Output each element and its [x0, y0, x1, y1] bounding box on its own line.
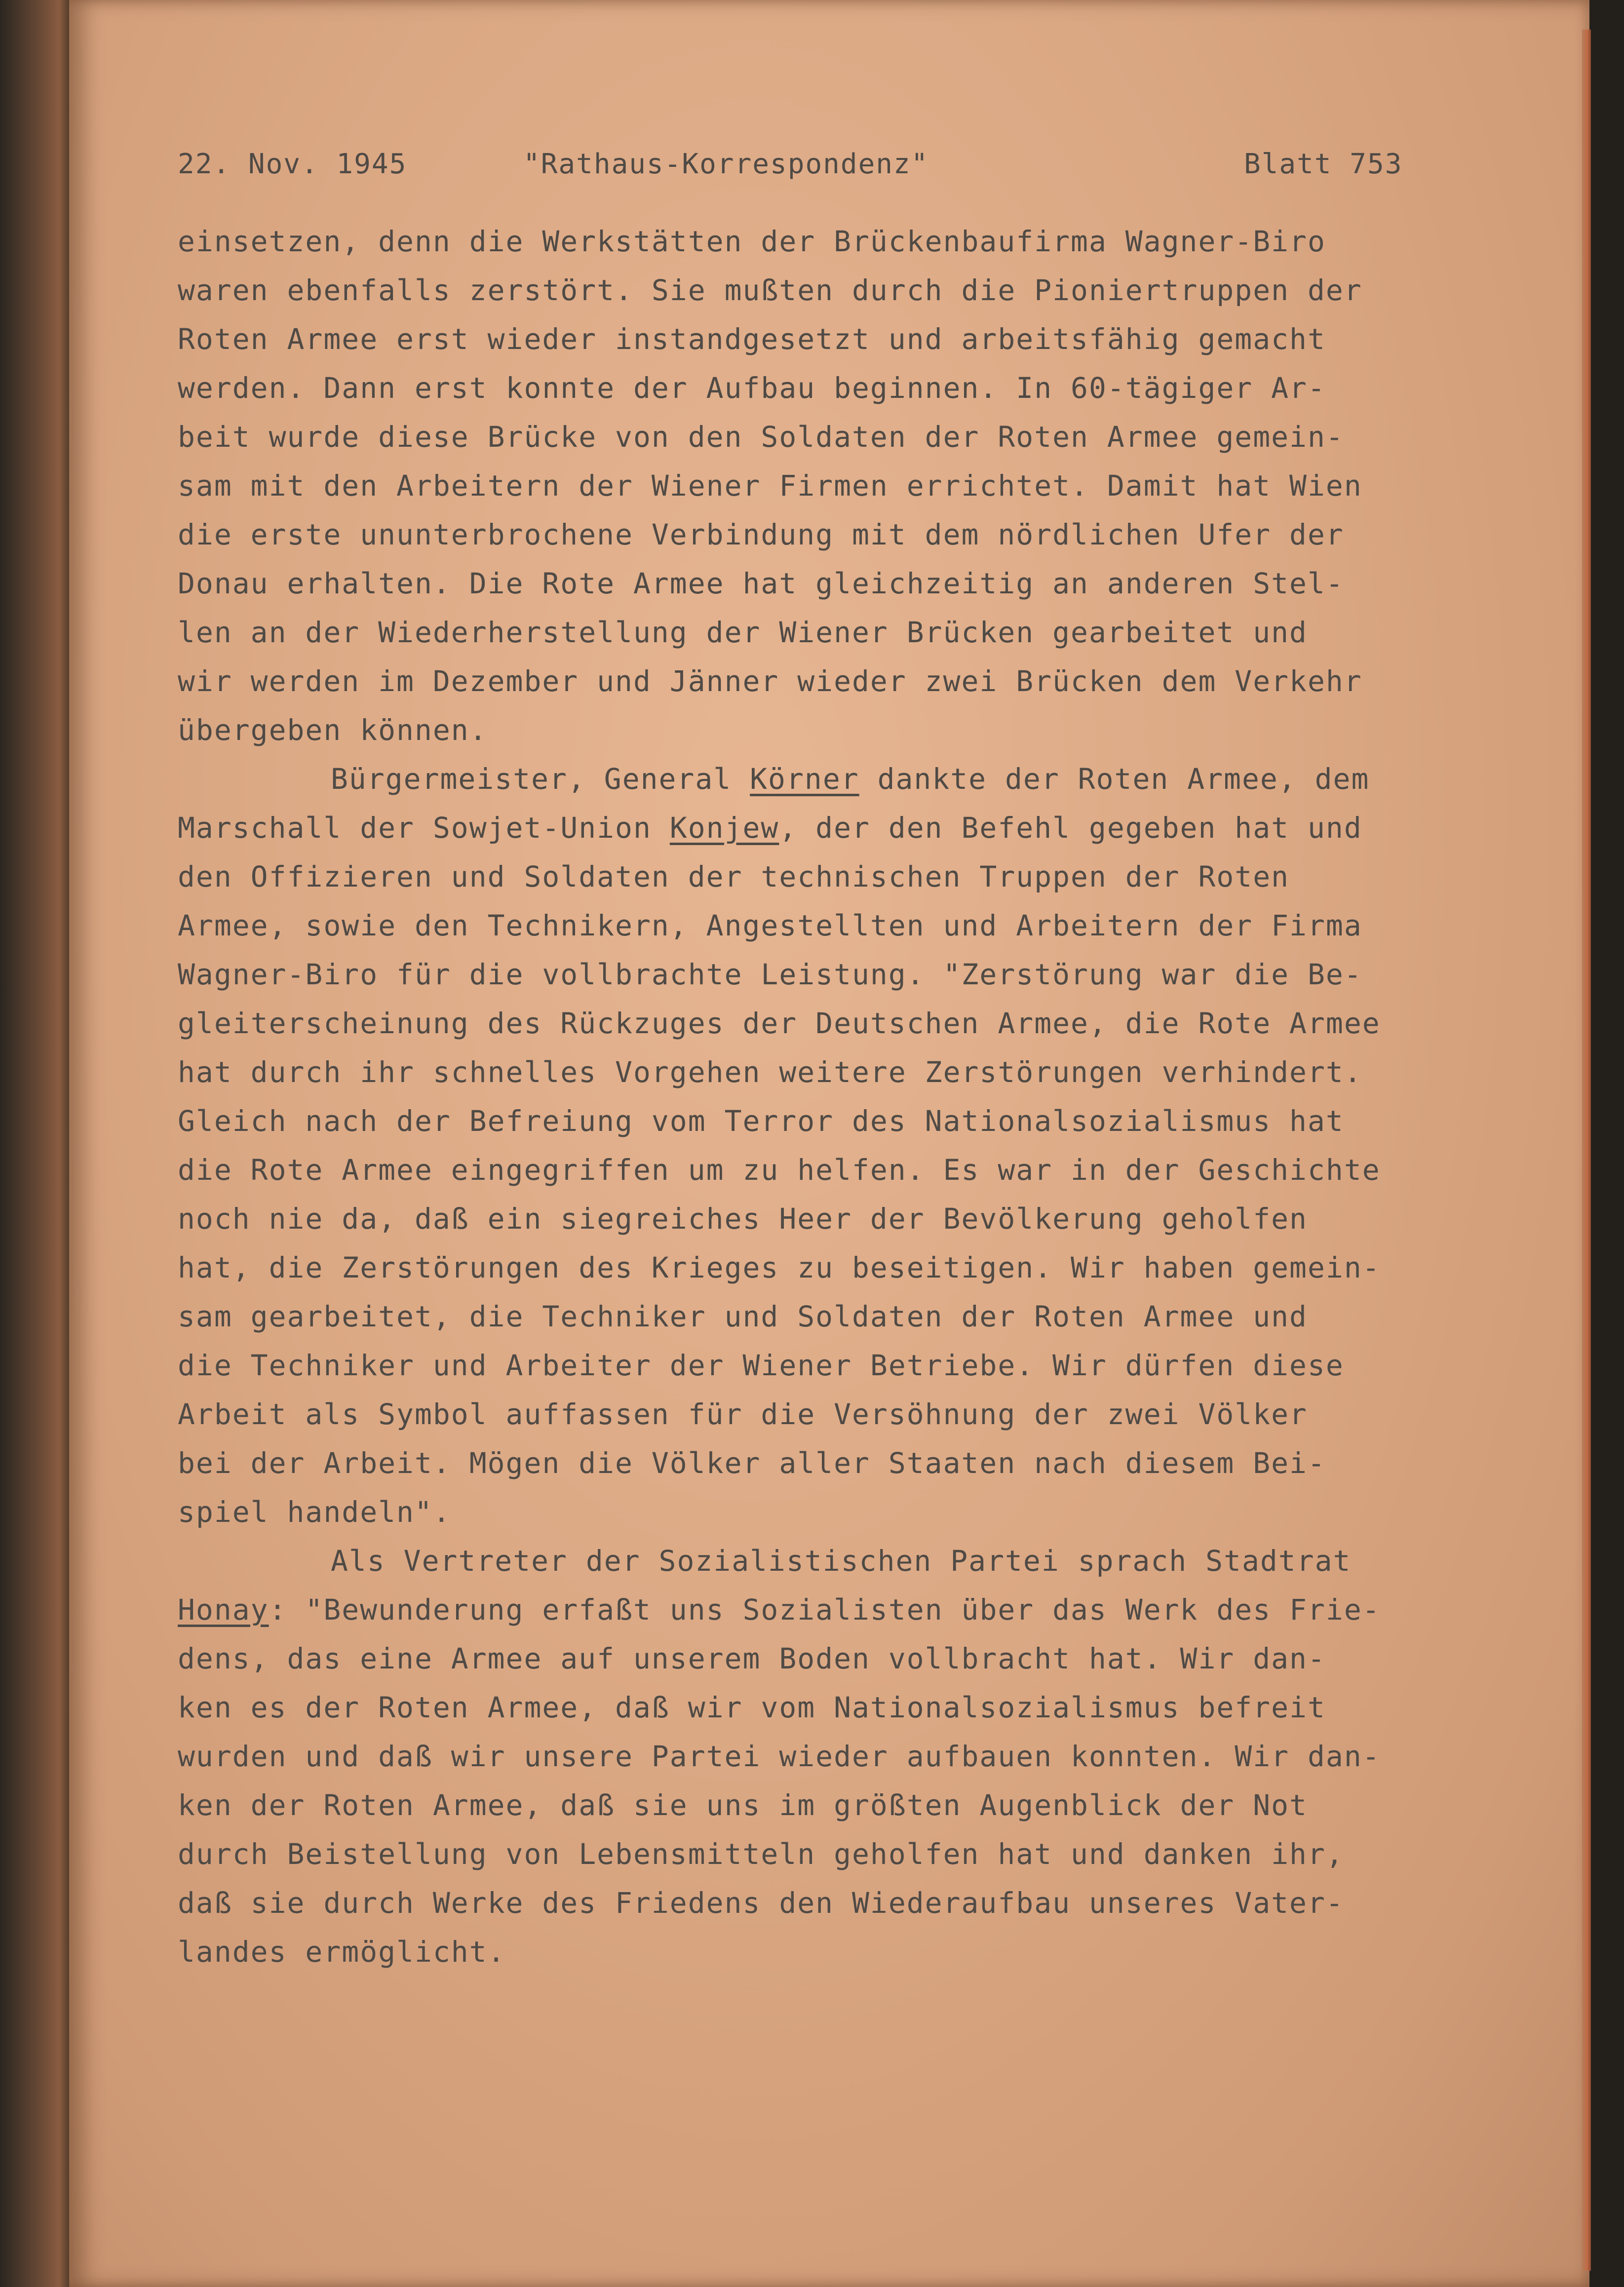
- text-fragment: : "Bewunderung erfaßt uns Sozialisten über das Werk des Frie-: [269, 1593, 1381, 1627]
- underlined-name-konjew: Konjew: [669, 811, 779, 845]
- text-line: [178, 755, 1481, 804]
- text-line: [178, 1586, 1481, 1634]
- text-line: den Offizieren und Soldaten der technischen Truppen der Roten: [178, 860, 1290, 893]
- text-line: Armee, sowie den Technikern, Angestellten und Arbeitern der Firma: [178, 909, 1362, 942]
- text-line: wir werden im Dezember und Jänner wieder zwei Brücken dem Verkehr: [178, 664, 1362, 698]
- text-line: werden. Dann erst konnte der Aufbau beginnen. In 60-tägiger Ar-: [178, 371, 1326, 405]
- text-line: Wagner-Biro für die vollbrachte Leistung. "Zerstörung war die Be-: [178, 958, 1362, 991]
- text-line: Als Vertreter der Sozialistischen Partei sprach Stadtrat: [331, 1544, 1352, 1578]
- text-line: daß sie durch Werke des Friedens den Wiederaufbau unseres Vater-: [178, 1886, 1344, 1920]
- text-line: Roten Armee erst wieder instandgesetzt und arbeitsfähig gemacht: [178, 322, 1326, 356]
- text-fragment: Marschall der Sowjet-Union: [178, 811, 670, 845]
- text-line: hat, die Zerstörungen des Krieges zu beseitigen. Wir haben gemein-: [178, 1251, 1381, 1284]
- text-line: ken der Roten Armee, daß sie uns im größten Augenblick der Not: [178, 1788, 1308, 1822]
- facing-page-edge: [0, 0, 74, 2287]
- text-line: bei der Arbeit. Mögen die Völker aller Staaten nach diesem Bei-: [178, 1446, 1326, 1480]
- text-line: ken es der Roten Armee, daß wir vom Nationalsozialismus befreit: [178, 1691, 1326, 1724]
- text-line: einsetzen, denn die Werkstätten der Brückenbaufirma Wagner-Biro: [178, 225, 1326, 258]
- header-date: 22. Nov. 1945: [178, 148, 407, 180]
- text-line: die Rote Armee eingegriffen um zu helfen. Es war in der Geschichte: [178, 1153, 1381, 1187]
- text-line: Donau erhalten. Die Rote Armee hat gleichzeitig an anderen Stel-: [178, 567, 1344, 600]
- text-line: gleiterscheinung des Rückzuges der Deutschen Armee, die Rote Armee: [178, 1007, 1381, 1040]
- header-title: "Rathaus-Korrespondenz": [523, 148, 929, 180]
- text-line: landes ermöglicht.: [178, 1935, 506, 1969]
- text-line: die erste ununterbrochene Verbindung mit dem nördlichen Ufer der: [178, 518, 1344, 551]
- text-line: len an der Wiederherstellung der Wiener Brücken gearbeitet und: [178, 616, 1308, 649]
- text-line: dens, das eine Armee auf unserem Boden vollbracht hat. Wir dan-: [178, 1642, 1326, 1675]
- page-header: [178, 148, 1431, 197]
- text-line: hat durch ihr schnelles Vorgehen weitere Zerstörungen verhindert.: [178, 1055, 1362, 1089]
- text-line: spiel handeln".: [178, 1495, 451, 1529]
- text-line: sam gearbeitet, die Techniker und Soldaten der Roten Armee und: [178, 1300, 1308, 1333]
- text-line: die Techniker und Arbeiter der Wiener Betriebe. Wir dürfen diese: [178, 1349, 1344, 1382]
- text-line: Gleich nach der Befreiung vom Terror des Nationalsozialismus hat: [178, 1104, 1344, 1138]
- text-line: übergeben können.: [178, 713, 488, 747]
- text-line: wurden und daß wir unsere Partei wieder aufbauen konnten. Wir dan-: [178, 1740, 1381, 1773]
- page-edge-binding: [1582, 30, 1591, 2271]
- text-fragment: dankte der Roten Armee, dem: [859, 762, 1370, 796]
- text-line: [178, 804, 1481, 853]
- body-text: [178, 217, 1481, 1977]
- text-line: waren ebenfalls zerstört. Sie mußten durch die Pioniertruppen der: [178, 273, 1362, 307]
- underlined-name-koerner: Körner: [750, 762, 859, 796]
- underlined-name-honay: Honay: [178, 1593, 269, 1627]
- text-line: durch Beistellung von Lebensmitteln geholfen hat und danken ihr,: [178, 1837, 1344, 1871]
- text-line: sam mit den Arbeitern der Wiener Firmen errichtet. Damit hat Wien: [178, 469, 1362, 503]
- header-sheet-number: Blatt 753: [1244, 148, 1403, 180]
- text-fragment: Bürgermeister, General: [331, 762, 750, 796]
- text-line: noch nie da, daß ein siegreiches Heer der Bevölkerung geholfen: [178, 1202, 1308, 1236]
- text-line: beit wurde diese Brücke von den Soldaten der Roten Armee gemein-: [178, 420, 1344, 454]
- text-fragment: , der den Befehl gegeben hat und: [779, 811, 1362, 845]
- text-line: Arbeit als Symbol auffassen für die Versöhnung der zwei Völker: [178, 1397, 1308, 1431]
